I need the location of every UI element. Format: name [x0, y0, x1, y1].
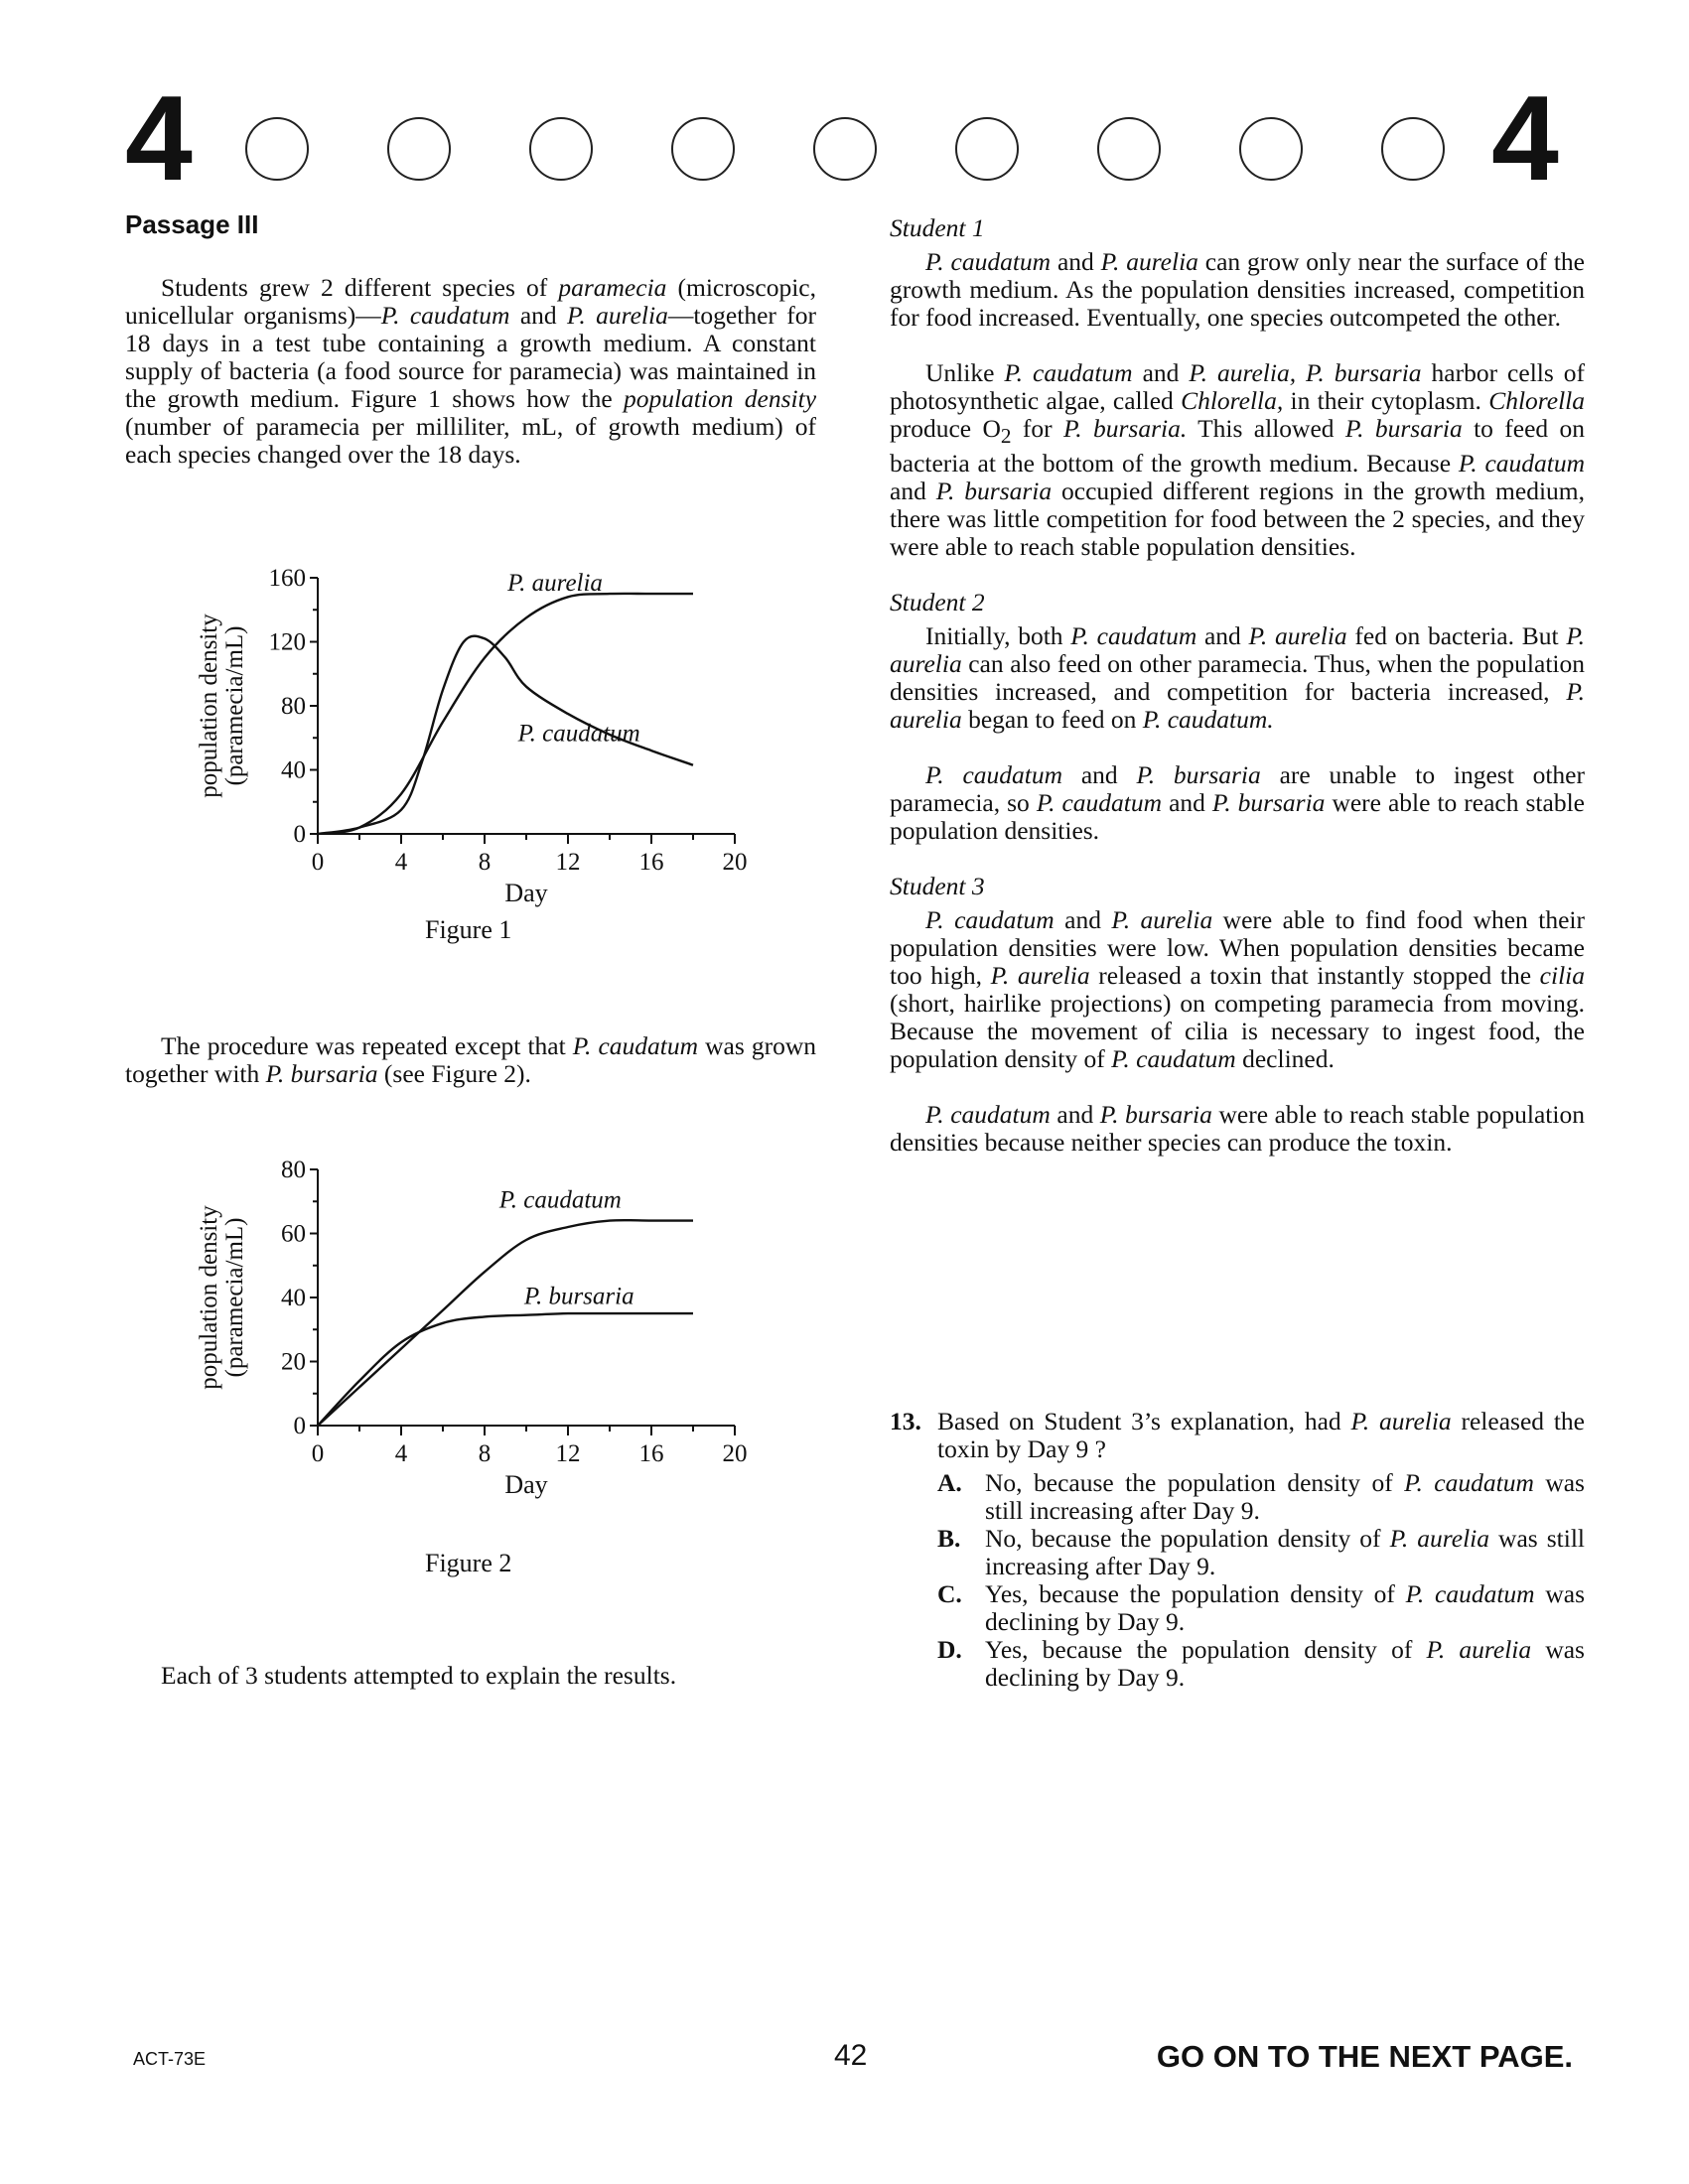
x-tick-label: 8 — [478, 849, 492, 876]
y-tick-label: 40 — [281, 756, 306, 784]
x-tick-label: 12 — [555, 849, 581, 876]
student-3-paragraph-2: P. caudatum and P. bursaria were able to reach stable population densities because neither species can produce the toxin. — [890, 1100, 1585, 1158]
x-axis-label: Day — [504, 1470, 548, 1499]
x-tick-label: 20 — [722, 849, 748, 876]
x-tick-label: 4 — [394, 1440, 408, 1467]
question-13 — [890, 1408, 1585, 1692]
figure-1-chart — [179, 516, 774, 953]
figure-2-caption: Figure 2 — [425, 1549, 512, 1577]
figure-1-caption: Figure 1 — [425, 915, 512, 944]
y-tick-label: 80 — [281, 1157, 306, 1183]
header-circle — [529, 117, 593, 181]
header-circle — [387, 117, 451, 181]
answer-option-c[interactable]: C. Yes, because the population density of P. caudatum was declining by Day 9. — [937, 1579, 1585, 1636]
header-circle — [813, 117, 877, 181]
x-tick-label: 16 — [638, 1440, 664, 1467]
x-tick-label: 0 — [311, 1440, 325, 1467]
y-tick-label: 120 — [268, 628, 306, 656]
student-3-paragraph-1: P. caudatum and P. aurelia were able to find food when their population densities were low. When population densities became too high, P. aurelia released a toxin that instantly stopped the cilia (short, hairlike projections) on competing paramecia from moving. Because the movement of cilia is necessary to ingest food, the population density of P. caudatum declined. — [890, 905, 1585, 1074]
header-circle — [1239, 117, 1303, 181]
x-tick-label: 20 — [722, 1440, 748, 1467]
y-tick-label: 80 — [281, 693, 306, 720]
answer-option-a[interactable]: A. No, because the population density of P. caudatum was still increasing after Day 9. — [937, 1468, 1585, 1525]
y-axis-label: (paramecia/mL) — [221, 625, 248, 786]
repeat-paragraph: The procedure was repeated except that P. caudatum was grown together with P. bursaria (see Figure 2). — [125, 1031, 816, 1088]
student-1-paragraph-2: Unlike P. caudatum and P. aurelia, P. bursaria harbor cells of photosynthetic algae, called Chlorella, in their cytoplasm. Chlorella produce $O_2$ for P. bursaria. This allowed P. bursaria to feed on bacteria at the bottom of the growth medium. Because P. caudatum and P. bursaria occupied different regions in the growth medium, there was little competition for food between the 2 species, and they were able to reach stable population densities. — [890, 358, 1586, 562]
y-tick-label: 0 — [293, 1413, 306, 1439]
series-label: P. bursaria — [523, 1283, 634, 1310]
header-circle — [1097, 117, 1161, 181]
series-line-p-bursaria — [318, 1313, 693, 1426]
student-3-heading: Student 3 — [890, 872, 985, 901]
y-tick-label: 60 — [281, 1220, 306, 1248]
x-tick-label: 0 — [311, 849, 325, 876]
x-tick-label: 12 — [555, 1440, 581, 1467]
page-number: 42 — [834, 2039, 868, 2072]
x-tick-label: 8 — [478, 1440, 492, 1467]
form-code: ACT-73E — [133, 2049, 207, 2069]
y-tick-label: 20 — [281, 1348, 306, 1376]
y-tick-label: 160 — [268, 565, 306, 592]
passage-title: Passage III — [125, 209, 259, 239]
y-axis-label: (paramecia/mL) — [221, 1217, 248, 1378]
x-tick-label: 4 — [394, 849, 408, 876]
students-intro: Each of 3 students attempted to explain the results. — [161, 1661, 677, 1690]
intro-paragraph: Students grew 2 different species of paramecia (microscopic, unicellular organisms)—P. caudatum and P. aurelia—together for 18 days in a test tube containing a growth medium. A constant supply of bacteria (a food source for paramecia) was maintained in the growth medium. Figure 1 shows how the population density (number of paramecia per milliliter, mL, of growth medium) of each species changed over the 18 days. — [125, 273, 817, 469]
series-label: P. caudatum — [517, 720, 640, 748]
question-number: 13. — [890, 1407, 921, 1435]
y-axis-label: population density — [196, 1205, 222, 1390]
header-circle — [245, 117, 309, 181]
y-tick-label: 0 — [293, 821, 306, 848]
student-explanations — [890, 214, 1585, 1157]
students-intro-block — [125, 1662, 816, 1690]
figure-2-chart — [179, 1122, 774, 1539]
x-axis-label: Day — [504, 879, 548, 907]
header-circle — [671, 117, 735, 181]
student-2-heading: Student 2 — [890, 588, 985, 617]
go-on-notice: GO ON TO THE NEXT PAGE. — [1156, 2039, 1573, 2074]
y-axis-label: population density — [196, 614, 222, 798]
student-1-heading: Student 1 — [890, 213, 985, 242]
series-line-p-caudatum — [318, 1220, 693, 1426]
repeat-paragraph-block — [125, 1032, 816, 1088]
y-tick-label: 40 — [281, 1285, 306, 1311]
series-label: P. aurelia — [507, 569, 603, 597]
answer-option-d[interactable]: D. Yes, because the population density of P. aurelia was declining by Day 9. — [937, 1635, 1585, 1692]
student-2-paragraph-1: Initially, both P. caudatum and P. aurelia fed on bacteria. But P. aurelia can also feed on other paramecia. Thus, when the population densities increased, and competition for bacteria increased, P. aurelia began to feed on P. caudatum. — [890, 621, 1585, 735]
section-number-left: 4 — [125, 70, 193, 205]
student-1-paragraph-1: P. caudatum and P. aurelia can grow only near the surface of the growth medium. As the population densities increased, competition for food increased. Eventually, one species outcompeted the other. — [890, 247, 1586, 332]
series-line-p-aurelia — [318, 594, 693, 834]
passage-intro — [125, 210, 816, 469]
section-number-right: 4 — [1491, 70, 1559, 205]
header-circle — [1381, 117, 1445, 181]
student-2-paragraph-2: P. caudatum and P. bursaria are unable to ingest other paramecia, so P. caudatum and P. bursaria were able to reach stable population densities. — [890, 760, 1585, 846]
x-tick-label: 16 — [638, 849, 664, 876]
question-stem: Based on Student 3’s explanation, had P. aurelia released the toxin by Day 9 ? — [937, 1407, 1585, 1463]
header-circle — [955, 117, 1019, 181]
series-label: P. caudatum — [498, 1186, 622, 1214]
answer-option-b[interactable]: B. No, because the population density of P. aurelia was still increasing after Day 9. — [937, 1524, 1585, 1580]
